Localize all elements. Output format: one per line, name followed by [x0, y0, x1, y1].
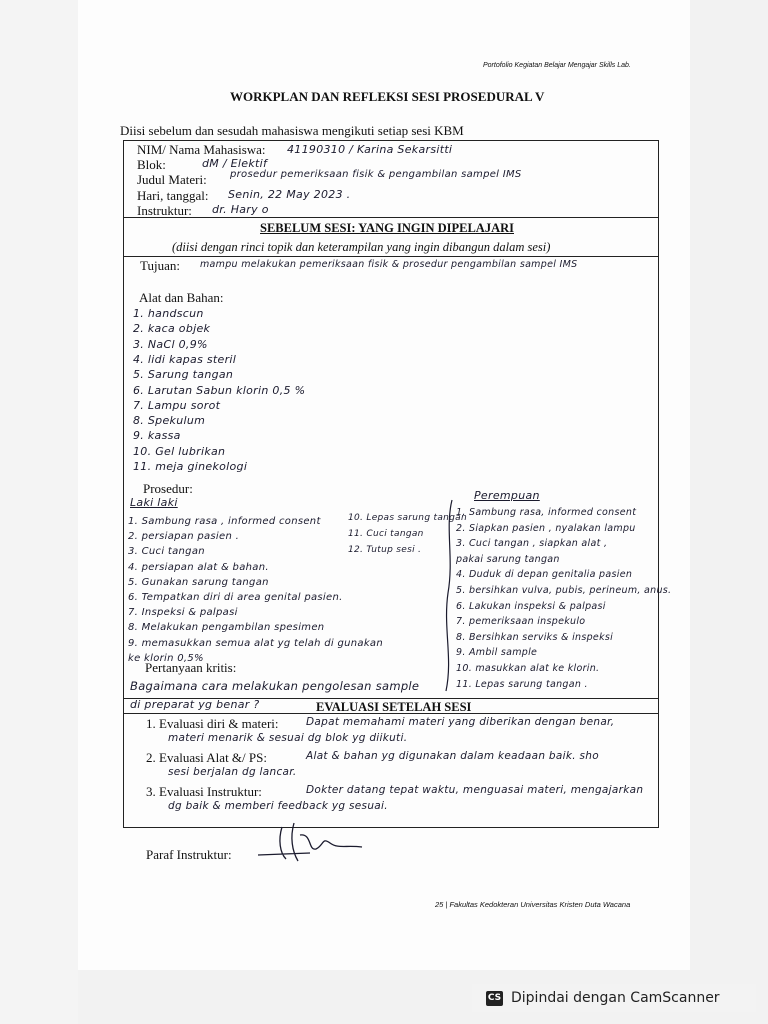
sebelum-heading: SEBELUM SESI: YANG INGIN DIPELAJARI — [260, 221, 514, 235]
alat-item: 7. Lampu sorot — [133, 398, 221, 412]
alat-item: 9. kassa — [133, 429, 181, 443]
page-footer: 25 | Fakultas Kedokteran Universitas Kristen Duta Wacana — [435, 900, 631, 909]
judul-label: Judul Materi: — [137, 172, 207, 187]
blok-value: dM / Elektif — [202, 157, 268, 170]
perempuan-step: 6. Lakukan inspeksi & palpasi — [456, 600, 606, 612]
divider-heading — [123, 256, 659, 257]
laki-step: 11. Cuci tangan — [348, 529, 424, 539]
nim-label: NIM/ Nama Mahasiswa: — [137, 142, 266, 157]
perempuan-step: 11. Lepas sarung tangan . — [456, 678, 588, 690]
alat-item: 4. lidi kapas steril — [133, 352, 237, 366]
kritis-value: Bagaimana cara melakukan pengolesan sample — [130, 679, 420, 693]
laki-step: 3. Cuci tangan — [128, 546, 205, 558]
page-title: WORKPLAN DAN REFLEKSI SESI PROSEDURAL V — [230, 89, 545, 104]
laki-step: 7. Inspeksi & palpasi — [128, 607, 238, 619]
scan-edge — [0, 0, 78, 1024]
blok-label: Blok: — [137, 157, 166, 172]
divider-identity — [123, 217, 659, 218]
laki-step: 9. memasukkan semua alat yg telah di gunakan — [128, 637, 383, 649]
alat-item: 6. Larutan Sabun klorin 0,5 % — [133, 383, 306, 397]
laki-step: 4. persiapan alat & bahan. — [128, 561, 269, 573]
hari-label: Hari, tanggal: — [137, 188, 209, 203]
perempuan-step: 9. Ambil sample — [456, 647, 538, 659]
kritis-value-2: di preparat yg benar ? — [130, 698, 260, 711]
perempuan-label: Perempuan — [474, 489, 540, 502]
laki-step: 8. Melakukan pengambilan spesimen — [128, 622, 325, 634]
alat-item: 11. meja ginekologi — [133, 460, 248, 473]
evaluasi-answer: Alat & bahan yg digunakan dalam keadaan baik. sho — [306, 750, 599, 762]
paraf-label: Paraf Instruktur: — [146, 847, 232, 862]
laki-step: ke klorin 0,5% — [128, 652, 204, 664]
alat-item: 1. handscun — [133, 307, 204, 320]
instruktur-label: Instruktur: — [137, 203, 192, 218]
sebelum-subheading: (diisi dengan rinci topik dan keterampilan yang ingin dibangun dalam sesi) — [172, 240, 551, 254]
perempuan-step: 8. Bersihkan serviks & inspeksi — [456, 631, 614, 643]
camscanner-logo-icon: CS — [486, 991, 503, 1006]
evaluasi-answer: Dapat memahami materi yang diberikan dengan benar, — [306, 716, 615, 728]
alat-item: 2. kaca objek — [133, 322, 211, 336]
laki-step: 1. Sambung rasa , informed consent — [128, 516, 321, 527]
laki-step: 10. Lepas sarung tangan — [348, 513, 467, 523]
evaluasi-answer: sesi berjalan dg lancar. — [168, 766, 297, 778]
perempuan-step: 1. Sambung rasa, informed consent — [456, 507, 637, 518]
bracket-divider — [442, 498, 456, 693]
evaluasi-answer: materi menarik & sesuai dg blok yg diikuti. — [168, 732, 408, 744]
hari-value: Senin, 22 May 2023 . — [228, 188, 351, 201]
laki-step: 12. Tutup sesi . — [348, 545, 422, 555]
nim-value: 41190310 / Karina Sekarsitti — [287, 143, 453, 156]
alat-item: 10. Gel lubrikan — [133, 444, 226, 458]
alat-label: Alat dan Bahan: — [139, 290, 224, 305]
alat-item: 5. Sarung tangan — [133, 368, 234, 382]
camscanner-watermark — [472, 984, 756, 1012]
perempuan-step: 2. Siapkan pasien , nyalakan lampu — [456, 522, 636, 534]
instructor-signature — [250, 815, 370, 865]
laki-step: 2. persiapan pasien . — [128, 531, 240, 543]
evaluasi-heading: EVALUASI SETELAH SESI — [316, 700, 472, 714]
portfolio-note: Portofolio Kegiatan Belajar Mengajar Skills Lab. — [483, 62, 631, 69]
perempuan-step: 5. bersihkan vulva, pubis, perineum, anus. — [456, 585, 672, 596]
perempuan-step: 7. pemeriksaan inspekulo — [456, 616, 586, 628]
perempuan-step: 4. Duduk di depan genitalia pasien — [456, 569, 633, 581]
evaluasi-label: 1. Evaluasi diri & materi: — [146, 716, 279, 731]
judul-value: prosedur pemeriksaan fisik & pengambilan sampel IMS — [230, 169, 522, 180]
kritis-label: Pertanyaan kritis: — [145, 660, 237, 675]
evaluasi-label: 3. Evaluasi Instruktur: — [146, 784, 262, 799]
camscanner-label: Dipindai dengan CamScanner — [511, 990, 720, 1006]
tujuan-label: Tujuan: — [140, 258, 180, 273]
alat-item: 8. Spekulum — [133, 414, 206, 428]
alat-item: 3. NaCl 0,9% — [133, 337, 208, 351]
perempuan-step: 3. Cuci tangan , siapkan alat , — [456, 538, 608, 550]
perempuan-step: 10. masukkan alat ke klorin. — [456, 663, 600, 674]
laki-step: 5. Gunakan sarung tangan — [128, 576, 269, 588]
laki-step: 6. Tempatkan diri di area genital pasien. — [128, 592, 343, 603]
intro-text: Diisi sebelum dan sesudah mahasiswa mengikuti setiap sesi KBM — [120, 123, 464, 138]
perempuan-step: pakai sarung tangan — [456, 553, 560, 565]
prosedur-label: Prosedur: — [143, 481, 193, 496]
evaluasi-answer: Dokter datang tepat waktu, menguasai materi, mengajarkan — [306, 784, 644, 796]
tujuan-value: mampu melakukan pemeriksaan fisik & prosedur pengambilan sampel IMS — [200, 259, 578, 270]
evaluasi-label: 2. Evaluasi Alat &/ PS: — [146, 750, 267, 765]
laki-label: Laki laki — [130, 496, 178, 509]
instruktur-value: dr. Hary o — [212, 203, 269, 216]
evaluasi-answer: dg baik & memberi feedback yg sesuai. — [168, 800, 388, 812]
